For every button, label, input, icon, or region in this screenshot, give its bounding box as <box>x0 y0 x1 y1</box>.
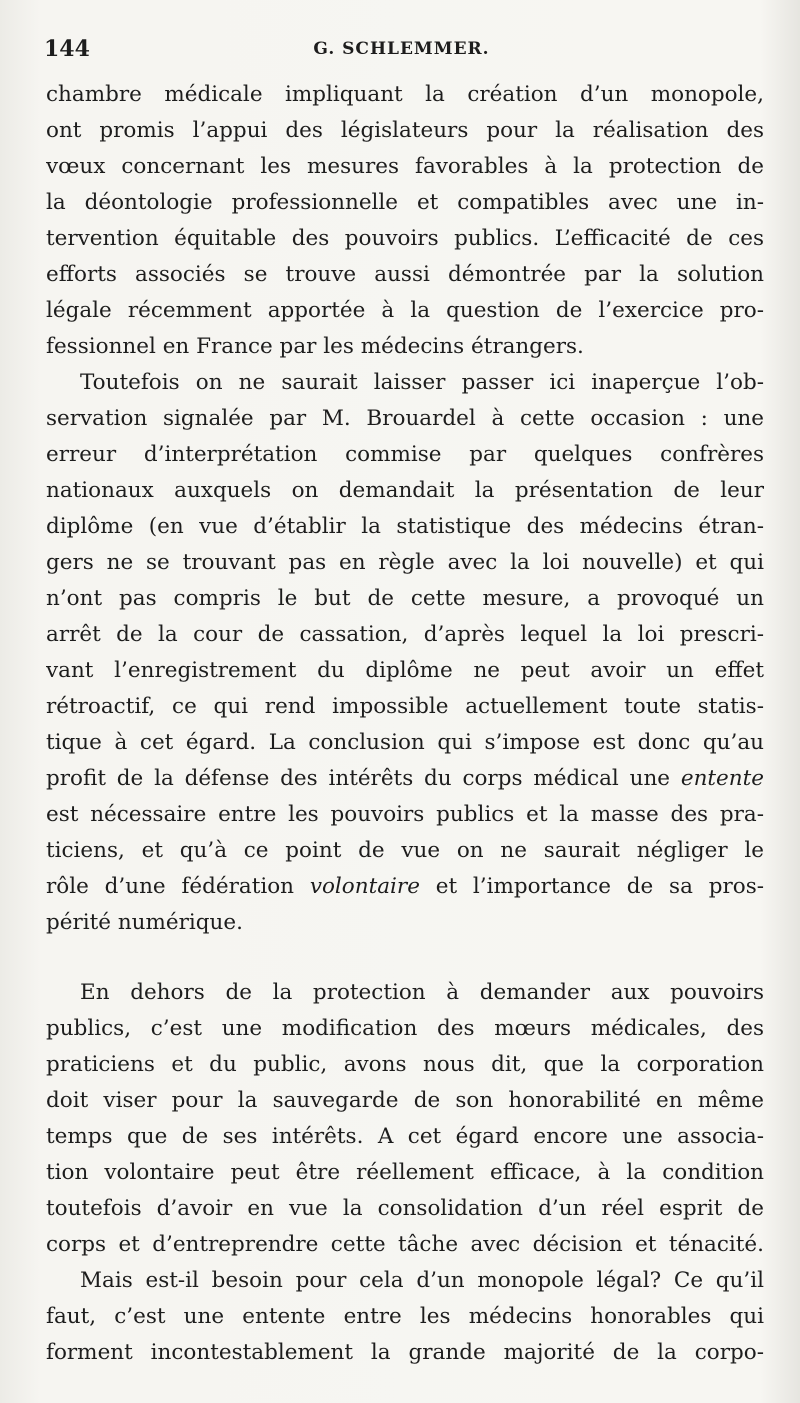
text-line: la déontologie professionnelle et compatibles avec une in- <box>46 190 764 215</box>
text-line: vant l’enregistrement du diplôme ne peut avoir un effet <box>46 658 764 683</box>
text-line: est nécessaire entre les pouvoirs publics et la masse des pra- <box>46 802 764 827</box>
text-line: tion volontaire peut être réellement efficace, à la condition <box>46 1160 764 1185</box>
text-line: servation signalée par M. Brouardel à cette occasion : une <box>46 406 764 431</box>
text-line: publics, c’est une modification des mœurs médicales, des <box>46 1016 764 1041</box>
text-line: légale récemment apportée à la question de l’exercice pro- <box>46 298 764 323</box>
text-line: efforts associés se trouve aussi démontrée par la solution <box>46 262 764 287</box>
emphasis-word: entente <box>680 766 764 791</box>
text-line: rétroactif, ce qui rend impossible actuellement toute statis- <box>46 694 764 719</box>
text-line: gers ne se trouvant pas en règle avec la loi nouvelle) et qui <box>46 550 764 575</box>
text-line: diplôme (en vue d’établir la statistique des médecins étran- <box>46 514 764 539</box>
text-line: toutefois d’avoir en vue la consolidation d’un réel esprit de <box>46 1196 764 1221</box>
text-line: ticiens, et qu’à ce point de vue on ne saurait négliger le <box>46 838 764 863</box>
page-number: 144 <box>44 36 90 62</box>
text-line <box>46 869 764 905</box>
text-line: Mais est-il besoin pour cela d’un monopole légal? Ce qu’il <box>80 1268 764 1293</box>
text-line: vœux concernant les mesures favorables à la protection de <box>46 154 764 179</box>
text-line: faut, c’est une entente entre les médecins honorables qui <box>46 1304 764 1329</box>
text-line: arrêt de la cour de cassation, d’après lequel la loi prescri- <box>46 622 764 647</box>
text-line: praticiens et du public, avons nous dit, que la corporation <box>46 1052 764 1077</box>
text-line: n’ont pas compris le but de cette mesure, a provoqué un <box>46 586 764 611</box>
text-line: erreur d’interprétation commise par quelques confrères <box>46 442 764 467</box>
text-line: nationaux auxquels on demandait la présentation de leur <box>46 478 764 503</box>
text-run: profit de la défense des intérêts du corps médical une <box>46 766 681 791</box>
text-run: rôle d’une fédération <box>46 874 310 899</box>
text-line: En dehors de la protection à demander aux pouvoirs <box>80 980 764 1005</box>
text-line: doit viser pour la sauvegarde de son honorabilité en même <box>46 1088 764 1113</box>
text-line: Toutefois on ne saurait laisser passer ici inaperçue l’ob- <box>80 370 764 395</box>
text-line: forment incontestablement la grande majorité de la corpo- <box>46 1340 764 1365</box>
running-head: G. SCHLEMMER. <box>313 39 490 59</box>
text-line: temps que de ses intérêts. A cet égard encore une associa- <box>46 1124 764 1149</box>
text-run: et l’importance de sa pros- <box>419 874 764 899</box>
emphasis-word: volontaire <box>309 874 420 899</box>
text-line: corps et d’entreprendre cette tâche avec décision et ténacité. <box>46 1232 764 1257</box>
text-line: ont promis l’appui des législateurs pour la réalisation des <box>46 118 764 143</box>
text-line <box>46 761 764 797</box>
text-line: tervention équitable des pouvoirs publics. L’efficacité de ces <box>46 226 764 251</box>
text-line: tique à cet égard. La conclusion qui s’impose est donc qu’au <box>46 730 764 755</box>
text-line: fessionnel en France par les médecins étrangers. <box>46 334 584 359</box>
text-line: chambre médicale impliquant la création d’un monopole, <box>46 82 764 107</box>
text-line: périté numérique. <box>46 910 243 935</box>
page-header <box>44 36 759 68</box>
